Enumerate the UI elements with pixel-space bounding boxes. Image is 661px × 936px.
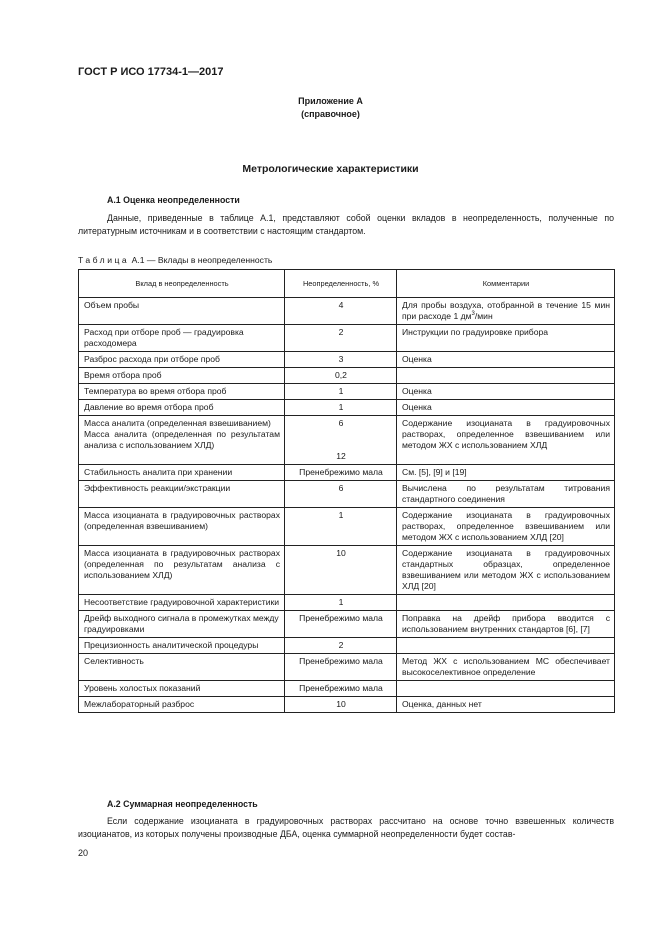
table-header-row (79, 270, 615, 298)
cell-contribution: Эффективность реакции/экстракции (79, 481, 285, 508)
comment-text: Для пробы воздуха, отобранной в течение 15 мин при расходе 1 дм (402, 300, 610, 321)
table-row (79, 384, 615, 400)
cell-comment: Содержание изоцианата в градуировочных растворах, определенное взвешиванием или методом ЖХ с использованием ХЛД (397, 416, 615, 465)
table-row (79, 546, 615, 595)
cell-comment: Содержание изоцианата в градуировочных растворах, определенное взвешиванием или методом ЖХ с использованием ХЛД [20] (397, 508, 615, 546)
cell-contribution: Расход при отборе проб — градуировка расходомера (79, 325, 285, 352)
cell-contribution: Давление во время отбора проб (79, 400, 285, 416)
cell-uncertainty: Пренебрежимо мала (285, 654, 397, 681)
cell-comment (397, 595, 615, 611)
cell-contribution: Дрейф выходного сигнала в промежутках между градуировками (79, 611, 285, 638)
section-a1-paragraph-text: Данные, приведенные в таблице А.1, представляют собой оценки вкладов в неопределенность, полученные по литературным источникам и в соответствии с настоящим стандартом. (78, 213, 614, 236)
table-row (79, 298, 615, 325)
cell-contribution: Температура во время отбора проб (79, 384, 285, 400)
annex-note: (справочное) (301, 109, 360, 119)
section-a2-heading: А.2 Суммарная неопределенность (107, 799, 258, 809)
cell-contribution: Масса изоцианата в градуировочных растворах (определенная взвешиванием) (79, 508, 285, 546)
cell-uncertainty: 1 (285, 384, 397, 400)
cell-comment: См. [5], [9] и [19] (397, 465, 615, 481)
cell-contribution: Прецизионность аналитической процедуры (79, 638, 285, 654)
table-caption-label: Таблица (78, 255, 130, 265)
cell-uncertainty: 10 (285, 546, 397, 595)
cell-contribution: Несоответствие градуировочной характеристики (79, 595, 285, 611)
section-a2-paragraph (78, 815, 614, 841)
table-row (79, 416, 615, 465)
table-row (79, 352, 615, 368)
table-row (79, 508, 615, 546)
cell-comment: Метод ЖХ с использованием МС обеспечивает высокоселективное определение (397, 654, 615, 681)
page-number: 20 (78, 848, 89, 858)
uncertainty-table (78, 269, 615, 713)
cell-comment: Содержание изоцианата в градуировочных стандартных образцах, определенное взвешиванием или методом ЖХ с использованием ХЛД [20] (397, 546, 615, 595)
cell-uncertainty: Пренебрежимо мала (285, 681, 397, 697)
cell-comment: Оценка, данных нет (397, 697, 615, 713)
cell-contribution (79, 416, 285, 465)
cell-contribution: Время отбора проб (79, 368, 285, 384)
section-a1-paragraph (78, 212, 614, 238)
cell-contribution: Разброс расхода при отборе проб (79, 352, 285, 368)
cell-comment (397, 298, 615, 325)
cell-contribution: Объем пробы (79, 298, 285, 325)
main-title: Метрологические характеристики (242, 163, 419, 175)
contribution-line-2: Масса аналита (определенная по результатам анализа с использованием ХЛД) (84, 429, 280, 450)
cell-uncertainty: Пренебрежимо мала (285, 465, 397, 481)
cell-comment (397, 368, 615, 384)
table-caption-text: А.1 — Вклады в неопределенность (131, 255, 273, 265)
header-uncertainty: Неопределенность, % (285, 270, 397, 298)
table-row (79, 611, 615, 638)
cell-uncertainty: 1 (285, 400, 397, 416)
cell-contribution: Межлабораторный разброс (79, 697, 285, 713)
cell-comment: Оценка (397, 384, 615, 400)
annex-title: Приложение А (298, 96, 363, 106)
standard-designation: ГОСТ Р ИСО 17734-1—2017 (78, 66, 224, 78)
cell-contribution: Селективность (79, 654, 285, 681)
table-row (79, 325, 615, 352)
uncertainty-line-1: 6 (338, 418, 344, 428)
table-row (79, 400, 615, 416)
uncertainty-line-2: 12 (336, 451, 346, 461)
cell-comment: Вычислена по результатам титрования стандартного соединения (397, 481, 615, 508)
table-row (79, 481, 615, 508)
table-caption (78, 255, 272, 265)
cell-comment: Оценка (397, 400, 615, 416)
cell-contribution: Уровень холостых показаний (79, 681, 285, 697)
cell-uncertainty: 1 (285, 508, 397, 546)
table-row (79, 595, 615, 611)
comment-tail: /мин (474, 311, 493, 321)
cell-uncertainty: 6 (285, 481, 397, 508)
cell-comment (397, 638, 615, 654)
cell-uncertainty: 10 (285, 697, 397, 713)
cell-uncertainty: 3 (285, 352, 397, 368)
section-a1-heading: А.1 Оценка неопределенности (107, 195, 240, 205)
cell-uncertainty: 2 (285, 325, 397, 352)
cell-uncertainty: 4 (285, 298, 397, 325)
contribution-line-1: Масса аналита (определенная взвешиванием) (84, 418, 271, 428)
table-row (79, 465, 615, 481)
table-row (79, 638, 615, 654)
table-row (79, 681, 615, 697)
cell-contribution: Масса изоцианата в градуировочных растворах (определенная по результатам анализа с использованием ХЛД) (79, 546, 285, 595)
cell-uncertainty (285, 416, 397, 465)
cell-comment: Поправка на дрейф прибора вводится с использованием внутренних стандартов [6], [7] (397, 611, 615, 638)
table-row (79, 697, 615, 713)
cell-uncertainty: 2 (285, 638, 397, 654)
cell-comment: Оценка (397, 352, 615, 368)
section-a2-paragraph-text: Если содержание изоцианата в градуировочных растворах рассчитано на основе точно взвешенных количеств изоцианатов, из которых получены производные ДБА, оценка суммарной неопределенности будет состав- (78, 816, 614, 839)
cell-uncertainty: 1 (285, 595, 397, 611)
table-row (79, 654, 615, 681)
table-row (79, 368, 615, 384)
header-comments: Комментарии (397, 270, 615, 298)
cell-uncertainty: 0,2 (285, 368, 397, 384)
comment-superscript: 3 (471, 311, 475, 318)
cell-comment (397, 681, 615, 697)
cell-contribution: Стабильность аналита при хранении (79, 465, 285, 481)
cell-uncertainty: Пренебрежимо мала (285, 611, 397, 638)
cell-comment: Инструкции по градуировке прибора (397, 325, 615, 352)
header-contribution: Вклад в неопределенность (79, 270, 285, 298)
